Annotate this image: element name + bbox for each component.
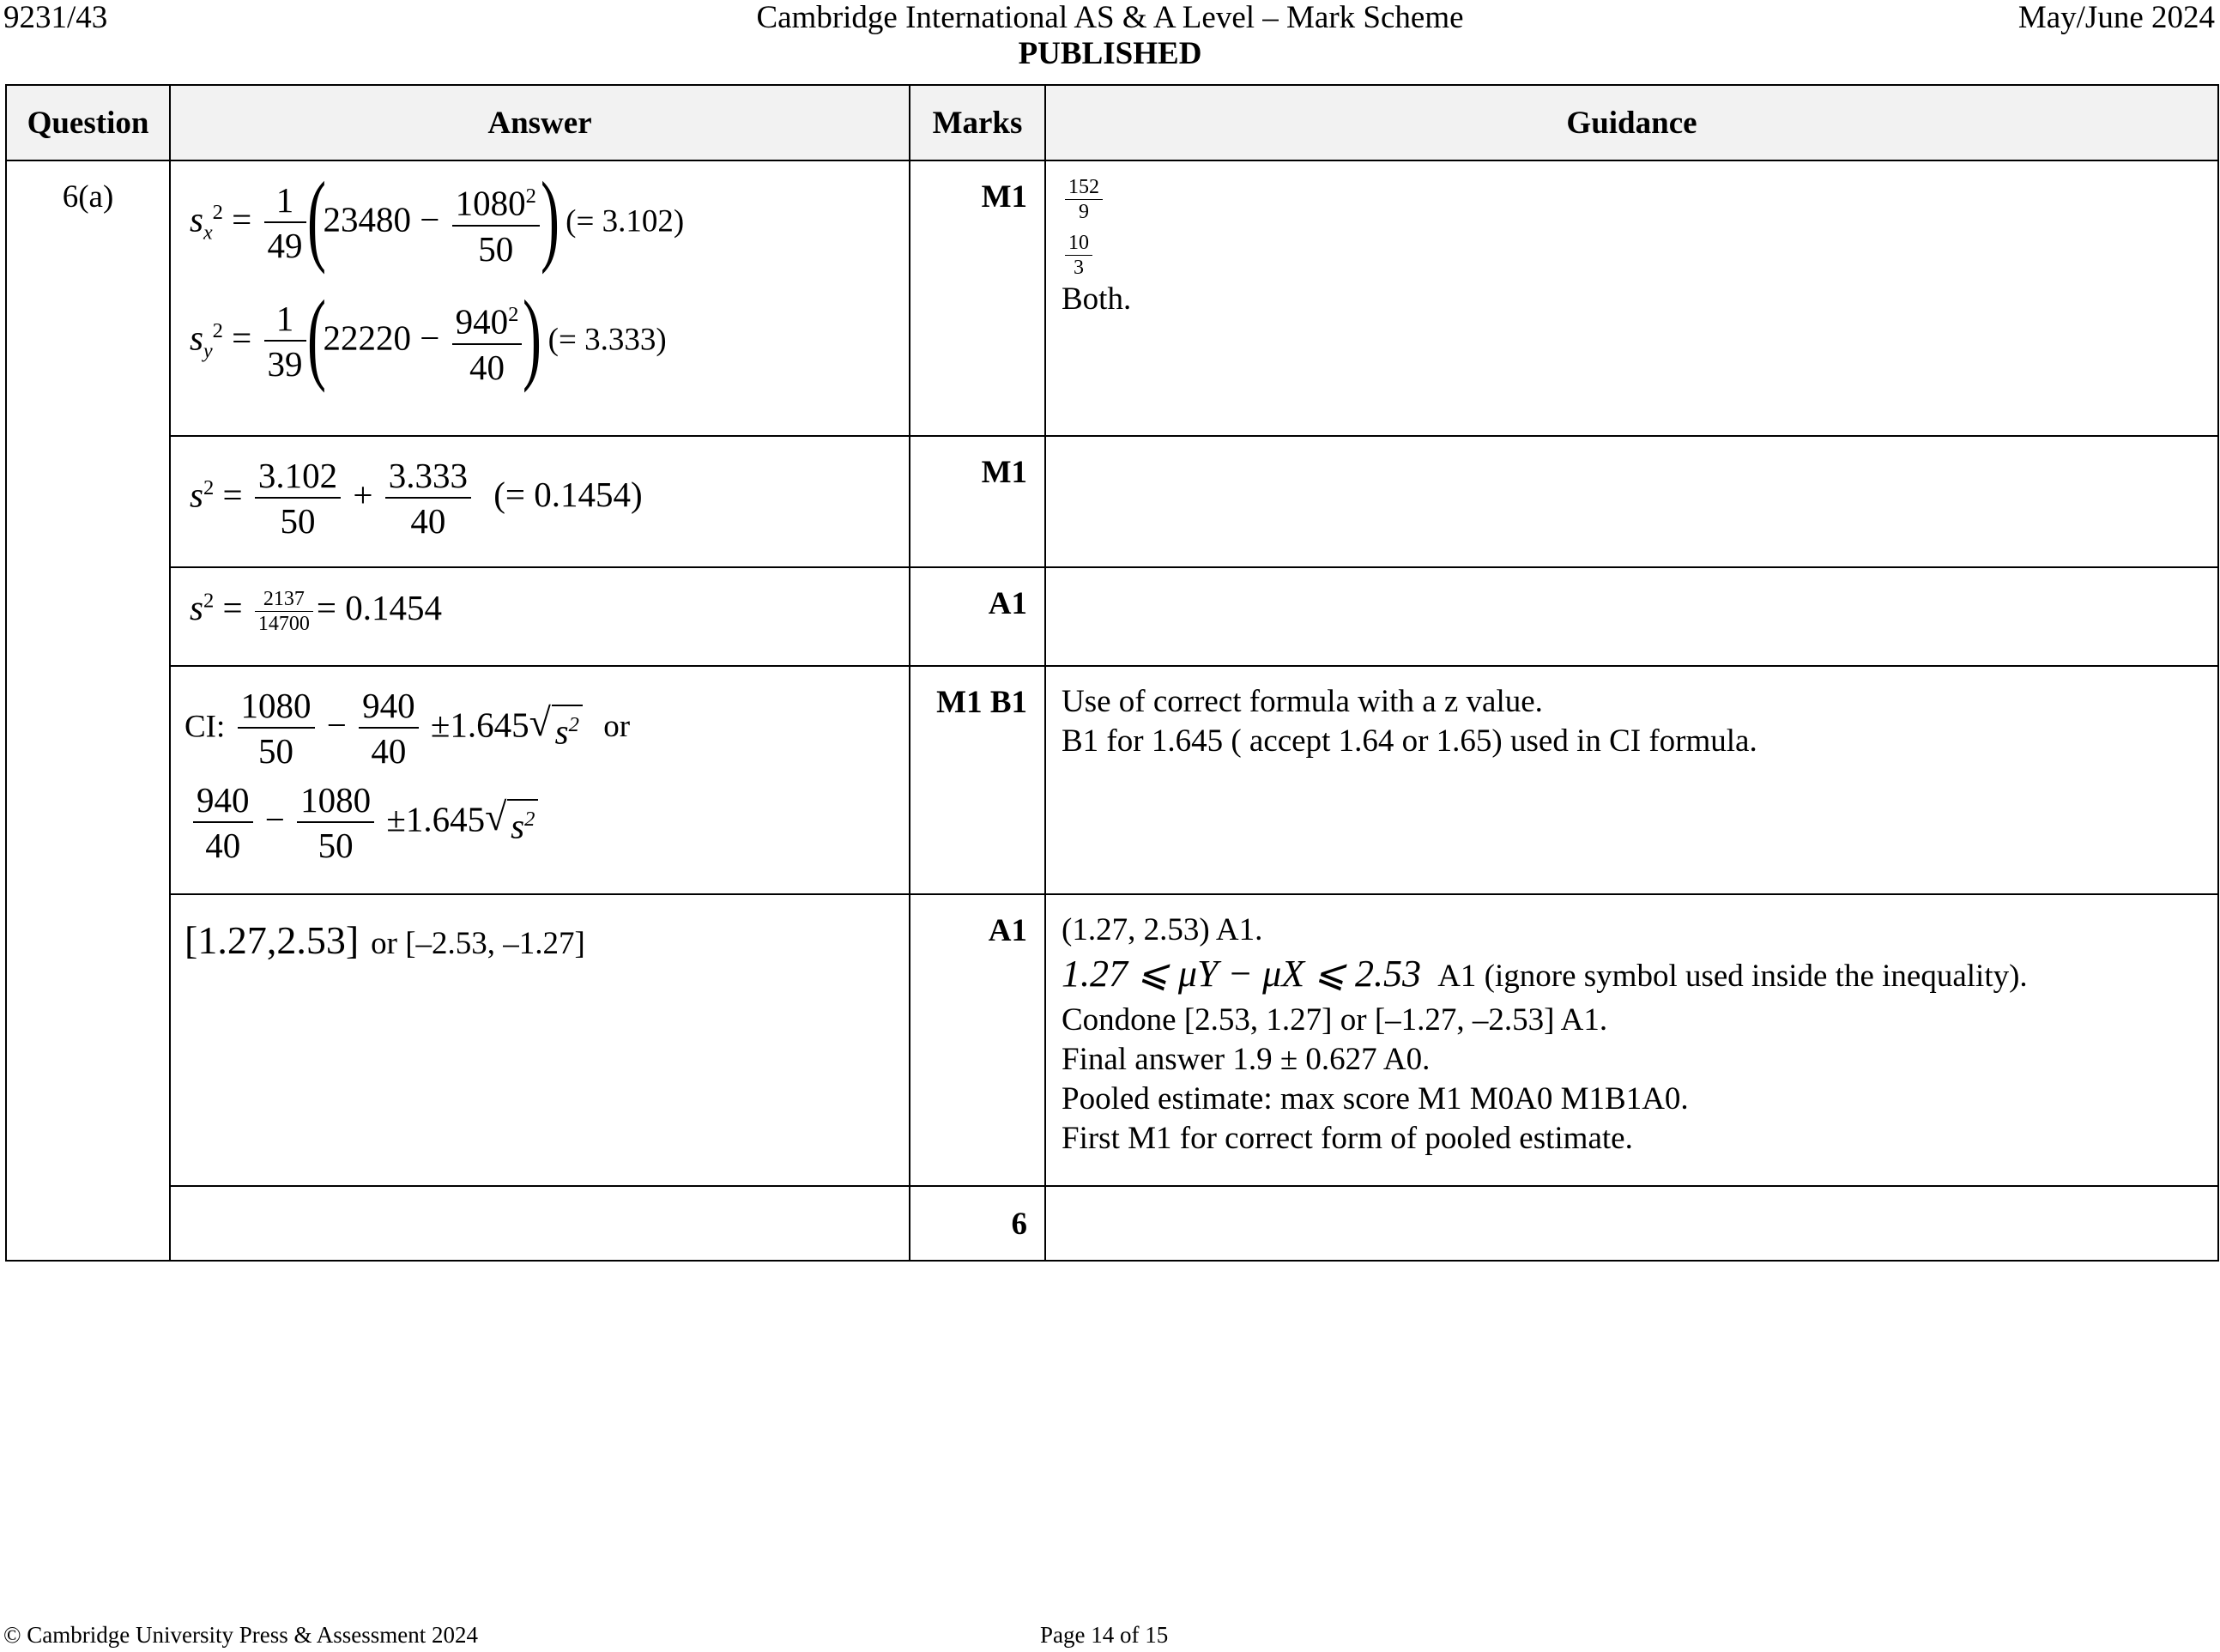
guidance-cell	[1045, 894, 2218, 1186]
answer-cell	[170, 894, 910, 1186]
document-title: Cambridge International AS & A Level – Mark Scheme	[756, 0, 1464, 35]
col-question: Question	[6, 85, 170, 160]
answer-cell	[170, 1186, 910, 1261]
guidance-cell	[1045, 160, 2218, 436]
table-row	[6, 436, 2218, 567]
col-marks: Marks	[910, 85, 1045, 160]
table-header-row	[6, 85, 2218, 160]
total-marks: 6	[910, 1186, 1045, 1261]
marks-cell: M1 B1	[910, 666, 1045, 894]
fraction-10-3: $\frac{10}{3}$	[1065, 231, 1092, 280]
answer-cell	[170, 160, 910, 436]
table-row	[6, 666, 2218, 894]
guidance-line: B1 for 1.645 ( accept 1.64 or 1.65) used in CI formula.	[1062, 723, 1757, 759]
fraction-152-9: $\frac{152}{9}$	[1065, 175, 1103, 224]
guidance-cell	[1045, 666, 2218, 894]
guidance-cell	[1045, 1186, 2218, 1261]
sy-squared-formula: $s_y^2$ = $\frac{1}{39}$ (22220 − $\frac{940^2}{40}$ ) (= 3.333)	[190, 279, 667, 393]
guidance-line: Pooled estimate: max score M1 M0A0 M1B1A0.	[1062, 1081, 1689, 1116]
copyright-notice: © Cambridge University Press & Assessment 2024	[3, 1622, 478, 1648]
sx-value: (= 3.102)	[566, 203, 685, 239]
total-row	[6, 1186, 2218, 1261]
ci-formula-1: CI: $\frac{1080}{50}$ − $\frac{940}{40}$ ±1.645√ $s^2$ or	[184, 684, 630, 773]
guidance-line: Condone [2.53, 1.27] or [–1.27, –2.53] A1.	[1062, 1002, 1608, 1038]
answer-cell	[170, 666, 910, 894]
answer-cell	[170, 567, 910, 666]
answer-cell	[170, 436, 910, 567]
table-row	[6, 567, 2218, 666]
col-guidance: Guidance	[1045, 85, 2218, 160]
marks-cell: A1	[910, 894, 1045, 1186]
final-interval: [1.27,2.53] or [–2.53, –1.27]	[184, 918, 585, 962]
guidance-line: Use of correct formula with a z value.	[1062, 684, 1543, 719]
question-number: 6(a)	[6, 160, 170, 1261]
col-answer: Answer	[170, 85, 910, 160]
guidance-inequality: 1.27 ⩽ μY − μX ⩽ 2.53 A1 (ignore symbol used inside the inequality).	[1062, 953, 2028, 995]
page-number: Page 14 of 15	[1040, 1622, 1169, 1648]
guidance-line: Final answer 1.9 ± 0.627 A0.	[1062, 1042, 1431, 1077]
sx-squared-formula: $s_x^2$ = $\frac{1}{49}$ (23480 − $\frac{1080^2}{50}$ ) (= 3.102)	[190, 160, 685, 275]
guidance-text: Both.	[1062, 281, 1132, 317]
table-row	[6, 160, 2218, 436]
guidance-line: First M1 for correct form of pooled estimate.	[1062, 1121, 1633, 1156]
guidance-cell	[1045, 436, 2218, 567]
mark-scheme-table	[5, 84, 2219, 1262]
published-label: PUBLISHED	[1018, 36, 1202, 71]
paper-code: 9231/43	[3, 0, 108, 35]
sy-value: (= 3.333)	[547, 322, 667, 358]
marks-cell: M1	[910, 436, 1045, 567]
marks-cell: M1	[910, 160, 1045, 436]
marks-cell: A1	[910, 567, 1045, 666]
exam-session: May/June 2024	[2017, 0, 2215, 35]
s-squared-value: $s^2$ = $\frac{2137}{14700}$ = 0.1454	[190, 588, 443, 636]
guidance-line: (1.27, 2.53) A1.	[1062, 912, 1263, 947]
guidance-cell	[1045, 567, 2218, 666]
pooled-variance-formula: $s^2$ = $\frac{3.102}{50}$ + $\frac{3.333}{40}$ (= 0.1454)	[171, 437, 909, 543]
ci-formula-2: $\frac{940}{40}$ − $\frac{1080}{50}$ ±1.645√ $s^2$	[190, 778, 538, 868]
table-row	[6, 894, 2218, 1186]
